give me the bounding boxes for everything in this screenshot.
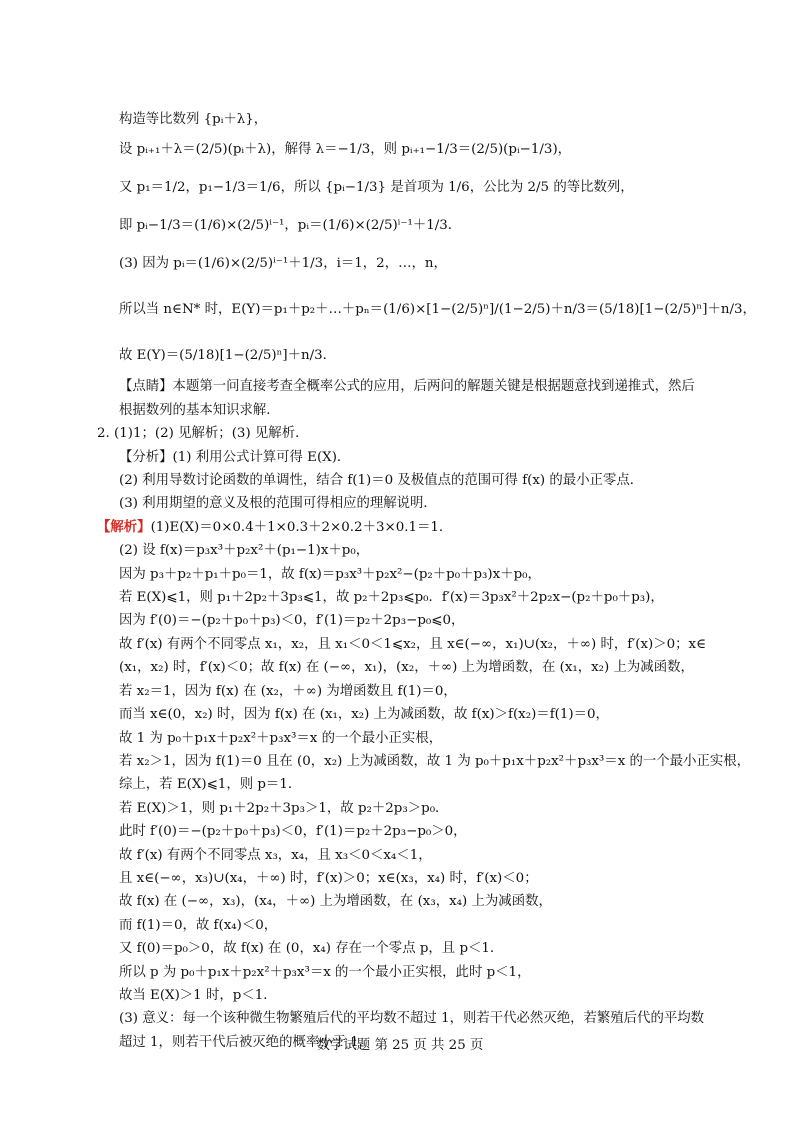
text-line: 故 f′(x) 有两个不同零点 x₁，x₂，且 x₁＜0＜1⩽x₂，且 x∈(−∞，x₁)∪(x₂，＋∞) 时，f′(x)＞0；x∈ bbox=[119, 636, 706, 652]
text-line: 因为 p₃＋p₂＋p₁＋p₀＝1，故 f(x)＝p₃x³＋p₂x²−(p₂＋p₀＋p₃)x＋p₀， bbox=[119, 566, 541, 582]
text-line: (3) 利用期望的意义及根的范围可得相应的理解说明． bbox=[119, 496, 437, 512]
solution-text: (1)E(X)＝0×0.4＋1×0.3＋2×0.2＋3×0.1＝1． bbox=[150, 519, 453, 535]
text-line: 故 f′(x) 有两个不同零点 x₃，x₄，且 x₃＜0＜x₄＜1， bbox=[119, 847, 432, 863]
text-line: 且 x∈(−∞，x₃)∪(x₄，＋∞) 时，f′(x)＞0；x∈(x₃，x₄) 时，f′(x)＜0； bbox=[119, 870, 538, 886]
text-line: 设 pᵢ₊₁＋λ＝(2/5)(pᵢ＋λ)，解得 λ＝−1/3，则 pᵢ₊₁−1/3＝(2/5)(pᵢ−1/3)， bbox=[119, 142, 572, 158]
analysis-line: 【分析】(1) 利用公式计算可得 E(X)． bbox=[119, 449, 351, 465]
text-line: 若 x₂＝1，因为 f(x) 在 (x₂，＋∞) 为增函数且 f(1)＝0， bbox=[119, 683, 457, 699]
text-line: 故 f(x) 在 (−∞，x₃)，(x₄，＋∞) 上为增函数，在 (x₃，x₄) 上为减函数， bbox=[119, 894, 552, 910]
text-line: 故 E(Y)＝(5/18)[1−(2/5)ⁿ]＋n/3． bbox=[119, 348, 337, 364]
solution-tag: 【解析】 bbox=[97, 518, 151, 535]
text-line: 又 f(0)＝p₀＞0，故 f(x) 在 (0，x₄) 存在一个零点 p，且 p＜1． bbox=[119, 941, 504, 957]
text-line: 若 E(X)⩽1，则 p₁＋2p₂＋3p₃⩽1，故 p₂＋2p₃⩽p₀．f′(x)＝3p₃x²＋2p₂x−(p₂＋p₀＋p₃)， bbox=[119, 590, 664, 606]
text-line: (3) 因为 pᵢ＝(1/6)×(2/5)ⁱ⁻¹＋1/3，i＝1，2，…，n， bbox=[119, 256, 447, 272]
text-line: 若 E(X)＞1，则 p₁＋2p₂＋3p₃＞1，故 p₂＋2p₃＞p₀． bbox=[119, 800, 449, 816]
text-line: 即 pᵢ−1/3＝(1/6)×(2/5)ⁱ⁻¹，pᵢ＝(1/6)×(2/5)ⁱ⁻¹＋1/3． bbox=[119, 218, 462, 234]
question-number-line: 2. (1)1；(2) 见解析；(3) 见解析． bbox=[97, 426, 309, 442]
text-line: 所以当 n∈N* 时，E(Y)＝p₁＋p₂＋…＋pₙ＝(1/6)×[1−(2/5)ⁿ]/(1−2/5)＋n/3＝(5/18)[1−(2/5)ⁿ]＋n/3， bbox=[119, 302, 756, 318]
text-line: 又 p₁＝1/2，p₁−1/3＝1/6，所以 {pᵢ−1/3} 是首项为 1/6，公比为 2/5 的等比数列， bbox=[119, 180, 634, 196]
text-line: (2) 设 f(x)＝p₃x³＋p₂x²＋(p₁−1)x＋p₀， bbox=[119, 543, 370, 559]
text-line: 此时 f′(0)＝−(p₂＋p₀＋p₃)＜0，f′(1)＝p₂＋2p₃−p₀＞0， bbox=[119, 824, 467, 840]
text-line: 而当 x∈(0，x₂) 时，因为 f(x) 在 (x₁，x₂) 上为减函数，故 f(x)＞f(x₂)＝f(1)＝0， bbox=[119, 707, 609, 723]
meaning-paragraph: (3) 意义：每一个该种微生物繁殖后代的平均数不超过 1，则若干代必然灭绝，若繁殖后代的平均数超过 1，则若干代后被灭绝的概率小于 1． bbox=[119, 1011, 705, 1050]
comment-paragraph: 【点睛】本题第一问直接考查全概率公式的应用，后两问的解题关键是根据题意找到递推式，然后根据数列的基本知识求解． bbox=[119, 379, 695, 418]
page-content bbox=[97, 108, 756, 1054]
text-line: 因为 f′(0)＝−(p₂＋p₀＋p₃)＜0，f′(1)＝p₂＋2p₃−p₀⩽0， bbox=[119, 613, 465, 629]
text-line: 综上，若 E(X)⩽1，则 p＝1． bbox=[119, 777, 302, 793]
text-line: 所以 p 为 p₀＋p₁x＋p₂x²＋p₃x³＝x 的一个最小正实根，此时 p＜1， bbox=[119, 964, 531, 980]
text-line: 而 f(1)＝0，故 f(x₄)＜0， bbox=[119, 917, 278, 933]
page-footer: 数学试题 第 25 页 共 25 页 bbox=[316, 1038, 484, 1053]
text-line: 构造等比数列 {pᵢ＋λ}， bbox=[119, 112, 268, 127]
text-line: 故当 E(X)＞1 时，p＜1． bbox=[119, 987, 277, 1003]
text-line: (2) 利用导数讨论函数的单调性，结合 f(1)＝0 及极值点的范围可得 f(x) 的最小正零点． bbox=[119, 473, 644, 489]
solution-line bbox=[97, 516, 707, 539]
text-line: (x₁，x₂) 时，f′(x)＜0；故 f(x) 在 (−∞，x₁)，(x₂，＋∞) 上为增函数，在 (x₁，x₂) 上为减函数， bbox=[119, 660, 694, 676]
text-line: 若 x₂＞1，因为 f(1)＝0 且在 (0，x₂) 上为减函数，故 1 为 p₀＋p₁x＋p₂x²＋p₃x³＝x 的一个最小正实根， bbox=[119, 753, 751, 769]
text-line: 故 1 为 p₀＋p₁x＋p₂x²＋p₃x³＝x 的一个最小正实根， bbox=[119, 730, 443, 746]
